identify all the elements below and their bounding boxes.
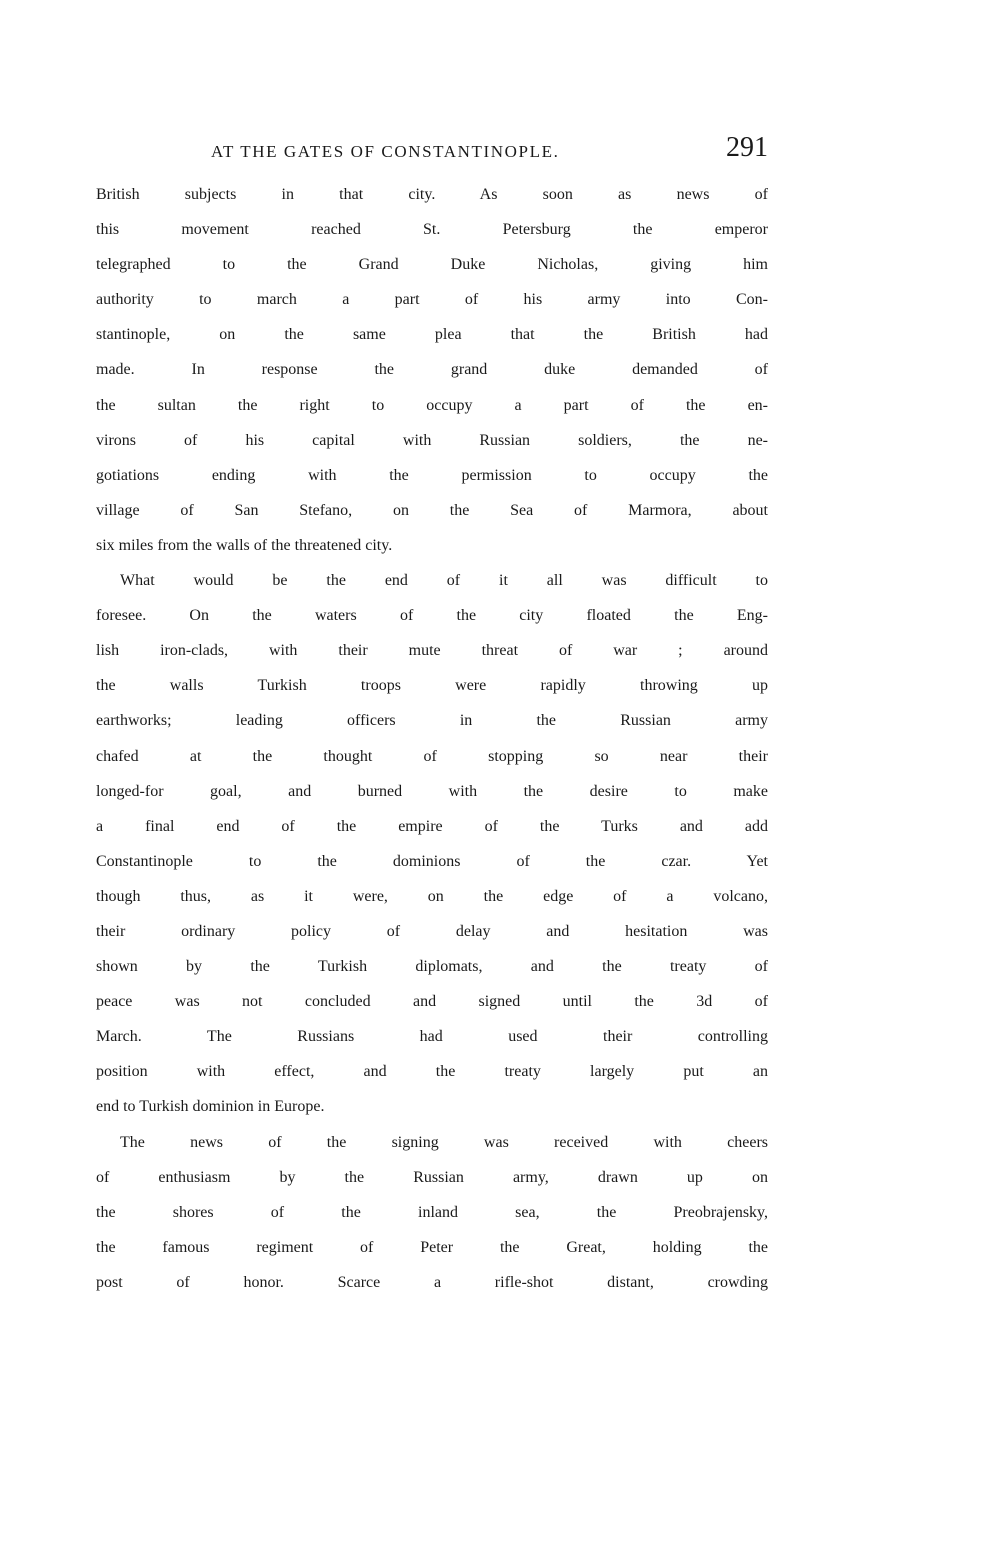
text-line: a final end of the empire of the Turks and add (96, 817, 768, 835)
text-line: virons of his capital with Russian soldiers, the ne- (96, 431, 768, 449)
text-line: What would be the end of it all was difficult to (120, 572, 768, 590)
text-line: British subjects in that city. As soon as news of (96, 186, 768, 203)
text-line: made. In response the grand duke demanded of (96, 361, 768, 379)
text-line: the shores of the inland sea, the Preobrajensky, (96, 1203, 768, 1221)
text-line: lish iron-clads, with their mute threat of war ; around (96, 642, 768, 660)
text-line: the famous regiment of Peter the Great, holding the (96, 1238, 768, 1256)
text-line: gotiations ending with the permission to occupy the (96, 466, 768, 484)
paragraph-3 (96, 1134, 768, 1309)
text-line: foresee. On the waters of the city floated the Eng- (96, 607, 768, 625)
text-line: village of San Stefano, on the Sea of Marmora, about (96, 501, 768, 519)
text-line: March. The Russians had used their controlling (96, 1028, 768, 1046)
text-line: shown by the Turkish diplomats, and the treaty of (96, 958, 768, 976)
text-line: earthworks; leading officers in the Russian army (96, 712, 768, 730)
text-line: peace was not concluded and signed until the 3d of (96, 993, 768, 1011)
running-head: AT THE GATES OF CONSTANTINOPLE. (211, 142, 560, 161)
page-number: 291 (726, 132, 768, 163)
text-line: though thus, as it were, on the edge of a volcano, (96, 887, 768, 905)
text-line: stantinople, on the same plea that the British had (96, 326, 768, 344)
text-line: position with effect, and the treaty largely put an (96, 1063, 768, 1081)
text-line: of enthusiasm by the Russian army, drawn up on (96, 1168, 768, 1186)
page-header (96, 132, 768, 168)
text-line: the walls Turkish troops were rapidly throwing up (96, 677, 768, 695)
text-line: six miles from the walls of the threatened city. (96, 536, 393, 554)
text-line: longed-for goal, and burned with the desire to make (96, 782, 768, 800)
text-line: telegraphed to the Grand Duke Nicholas, giving him (96, 256, 768, 274)
text-line: their ordinary policy of delay and hesitation was (96, 922, 768, 940)
text-line: The news of the signing was received with cheers (120, 1133, 768, 1151)
text-line: this movement reached St. Petersburg the emperor (96, 221, 768, 239)
text-line: chafed at the thought of stopping so near their (96, 747, 768, 765)
body-text (96, 186, 768, 1309)
text-line: the sultan the right to occupy a part of the en- (96, 396, 768, 414)
text-line: authority to march a part of his army into Con- (96, 291, 768, 309)
paragraph-1 (96, 186, 768, 572)
text-line: Constantinople to the dominions of the czar. Yet (96, 852, 768, 870)
text-line: end to Turkish dominion in Europe. (96, 1098, 325, 1116)
paragraph-2 (96, 572, 768, 1134)
text-line: post of honor. Scarce a rifle-shot distant, crowding (96, 1273, 768, 1291)
